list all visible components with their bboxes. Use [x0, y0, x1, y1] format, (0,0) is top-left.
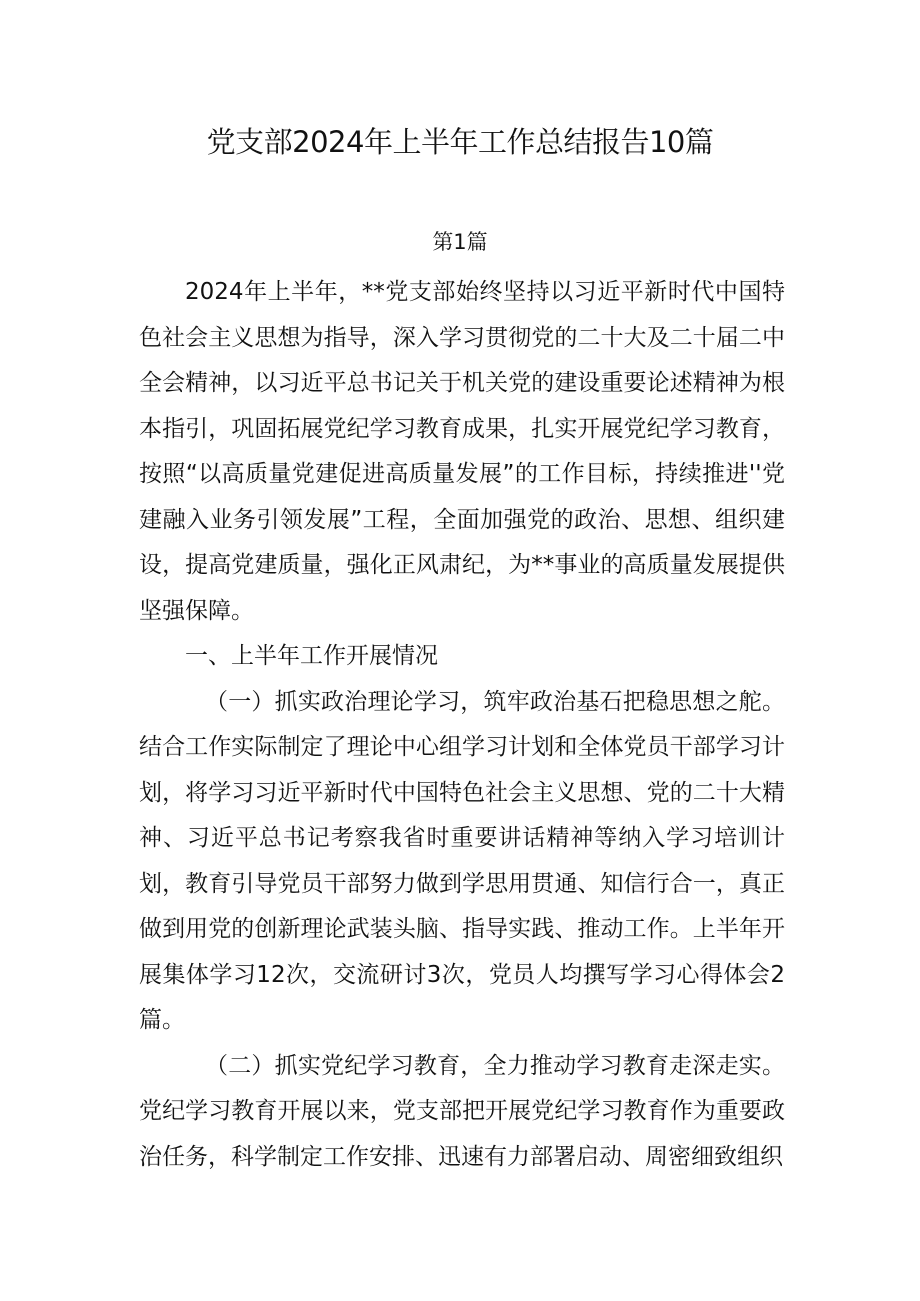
document-title: 党支部2024年上半年工作总结报告10篇 [206, 125, 714, 159]
section-title: 第1篇 [432, 230, 488, 254]
paragraph-item-two: （二）抓实党纪学习教育，全力推动学习教育走深走实。党纪学习教育开展以来，党支部把开展党纪学习教育作为重要政治任务，科学制定工作安排、迅速有力部署启动、周密细致组织 [139, 1052, 785, 1170]
paragraph-intro: 2024年上半年，**党支部始终坚持以习近平新时代中国特色社会主义思想为指导，深入学习贯彻党的二十大及二十届二中全会精神，以习近平总书记关于机关党的建设重要论述精神为根本指引，巩固拓展党纪学习教育成果，扎实开展党纪学习教育，按照“以高质量党建促进高质量发展”的工作目标，持续推进''党建融入业务引领发展”工程，全面加强党的政治、思想、组织建设，提高党建质量，强化正风肃纪，为**事业的高质量发展提供坚强保障。 [139, 279, 785, 624]
paragraph-item-one: （一）抓实政治理论学习，筑牢政治基石把稳思想之舵。结合工作实际制定了理论中心组学习计划和全体党员干部学习计划，将学习习近平新时代中国特色社会主义思想、党的二十大精神、习近平总书记考察我省时重要讲话精神等纳入学习培训计划，教育引导党员干部努力做到学思用贯通、知信行合一，真正做到用党的创新理论武装头脑、指导实践、推动工作。上半年开展集体学习12次，交流研讨3次，党员人均撰写学习心得体会2篇。 [139, 688, 785, 1033]
heading-section-one: 一、上半年工作开展情况 [185, 643, 438, 669]
document-body [139, 270, 785, 1180]
